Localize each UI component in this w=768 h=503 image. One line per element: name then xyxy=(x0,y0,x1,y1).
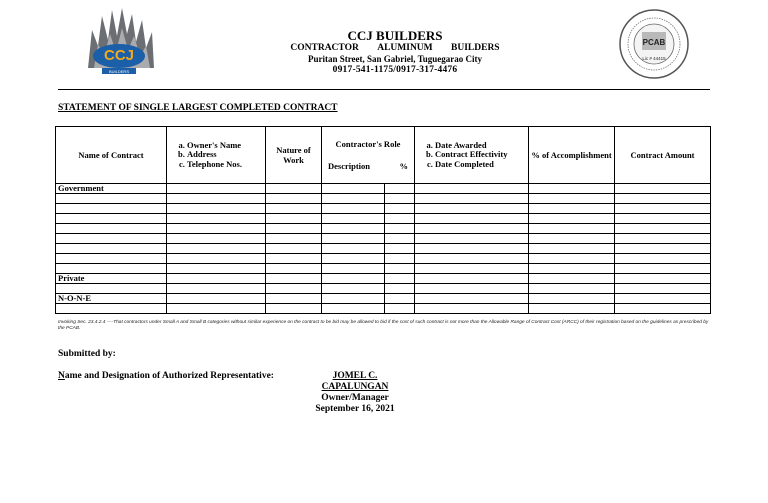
table-cell xyxy=(385,224,415,234)
table-cell xyxy=(167,284,266,294)
table-cell xyxy=(415,204,529,214)
table-cell xyxy=(615,214,711,224)
table-cell xyxy=(322,224,385,234)
row-label-cell xyxy=(56,204,167,214)
table-cell xyxy=(529,234,615,244)
col-accomplishment: % of Accomplishment xyxy=(529,127,615,184)
table-cell xyxy=(167,294,266,304)
table-cell xyxy=(529,284,615,294)
table-cell xyxy=(529,214,615,224)
table-cell xyxy=(529,204,615,214)
table-cell xyxy=(322,244,385,254)
role-description: Description xyxy=(328,161,371,171)
table-cell xyxy=(322,284,385,294)
table-cell xyxy=(615,264,711,274)
table-cell xyxy=(615,234,711,244)
representative-block xyxy=(300,371,410,415)
table-row xyxy=(56,224,711,234)
table-cell xyxy=(529,194,615,204)
table-cell xyxy=(322,274,385,284)
table-cell xyxy=(415,214,529,224)
table-cell xyxy=(529,264,615,274)
svg-text:CCJ: CCJ xyxy=(103,47,135,64)
col-owner: a. Owner's Name b. Address c. Telephone Nos. xyxy=(167,127,266,184)
svg-text:BUILDERS: BUILDERS xyxy=(108,69,130,74)
row-label-cell xyxy=(56,194,167,204)
table-cell xyxy=(385,264,415,274)
table-cell xyxy=(385,184,415,194)
table-cell xyxy=(322,234,385,244)
table-cell xyxy=(615,304,711,314)
table-row xyxy=(56,274,711,284)
table-cell xyxy=(415,274,529,284)
table-cell xyxy=(167,274,266,284)
table-cell xyxy=(322,194,385,204)
col-contract-amount: Contract Amount xyxy=(615,127,711,184)
table-cell xyxy=(385,304,415,314)
representative-label: Name and Designation of Authorized Representative: xyxy=(58,371,274,381)
table-cell xyxy=(167,184,266,194)
table-cell xyxy=(415,284,529,294)
table-cell xyxy=(529,244,615,254)
table-cell xyxy=(266,234,322,244)
table-row xyxy=(56,184,711,194)
table-cell xyxy=(415,254,529,264)
table-cell xyxy=(266,194,322,204)
table-cell xyxy=(266,294,322,304)
table-cell xyxy=(529,184,615,194)
table-cell xyxy=(266,264,322,274)
table-cell xyxy=(615,194,711,204)
svg-text:Lic # 44415: Lic # 44415 xyxy=(642,56,666,61)
table-cell xyxy=(385,244,415,254)
row-label-cell xyxy=(56,234,167,244)
table-cell xyxy=(322,294,385,304)
table-cell xyxy=(266,204,322,214)
table-row xyxy=(56,214,711,224)
company-phone: 0917-541-1175/0917-317-4476 xyxy=(332,65,458,75)
signature-date: September 16, 2021 xyxy=(315,404,395,414)
letterhead xyxy=(230,28,560,76)
table-cell xyxy=(415,234,529,244)
table-cell xyxy=(322,254,385,264)
table-row xyxy=(56,194,711,204)
table-cell xyxy=(167,254,266,264)
table-row xyxy=(56,284,711,294)
submitted-by-label: Submitted by: xyxy=(58,349,116,359)
table-cell xyxy=(529,254,615,264)
table-cell xyxy=(615,184,711,194)
company-logo xyxy=(80,6,158,78)
table-cell xyxy=(415,224,529,234)
table-cell xyxy=(415,264,529,274)
table-cell xyxy=(385,274,415,284)
table-cell xyxy=(266,254,322,264)
table-cell xyxy=(529,274,615,284)
table-cell xyxy=(615,284,711,294)
table-cell xyxy=(385,254,415,264)
company-tagline: CONTRACTOR ALUMINUM BUILDERS xyxy=(290,43,500,53)
table-row xyxy=(56,204,711,214)
row-label-cell: Private xyxy=(56,274,167,284)
table-row xyxy=(56,264,711,274)
contract-table xyxy=(55,126,711,314)
statement-title: STATEMENT OF SINGLE LARGEST COMPLETED CONTRACT xyxy=(58,103,338,113)
svg-text:PCAB: PCAB xyxy=(642,38,666,47)
table-cell xyxy=(615,274,711,284)
table-cell xyxy=(385,214,415,224)
table-cell xyxy=(266,224,322,234)
table-cell xyxy=(385,194,415,204)
table-cell xyxy=(266,304,322,314)
table-cell xyxy=(415,194,529,204)
table-cell xyxy=(385,204,415,214)
header-divider xyxy=(58,89,710,90)
table-cell xyxy=(322,304,385,314)
header-row xyxy=(56,127,711,184)
table-cell xyxy=(385,294,415,304)
row-label-cell xyxy=(56,284,167,294)
col-contractors-role: Contractor's Role Description % xyxy=(322,127,415,184)
table-cell xyxy=(415,184,529,194)
table-cell xyxy=(266,244,322,254)
table-cell xyxy=(615,204,711,214)
row-label-cell xyxy=(56,304,167,314)
table-cell xyxy=(167,194,266,204)
table-row xyxy=(56,244,711,254)
row-label-cell xyxy=(56,214,167,224)
table-cell xyxy=(529,304,615,314)
representative-name: JOMEL C. CAPALUNGAN xyxy=(321,371,389,392)
table-cell xyxy=(615,244,711,254)
footnote: Invoking Sec. 23.4.2.4 ----That contractors under Small A and Small B categories without similar experience on the contract to be bid may be allowed to bid if the cost of such contract is not more than the Allowable Range of Contract Cost (ARCC) of their registration based on the guidelines as prescribed by the PCAB. xyxy=(58,320,709,331)
table-cell xyxy=(167,304,266,314)
table-row xyxy=(56,234,711,244)
table-cell xyxy=(266,214,322,224)
table-cell xyxy=(529,224,615,234)
row-label-cell xyxy=(56,244,167,254)
table-row xyxy=(56,254,711,264)
row-label-cell: N-O-N-E xyxy=(56,294,167,304)
table-cell xyxy=(415,294,529,304)
table-row xyxy=(56,294,711,304)
company-address: Puritan Street, San Gabriel, Tuguegarao City xyxy=(307,54,483,64)
pcab-seal xyxy=(615,8,693,80)
role-percent: % xyxy=(399,161,409,171)
table-cell xyxy=(415,304,529,314)
table-cell xyxy=(167,214,266,224)
table-cell xyxy=(167,224,266,234)
col-nature-of-work: Nature of Work xyxy=(266,127,322,184)
table-cell xyxy=(266,284,322,294)
table-cell xyxy=(615,254,711,264)
row-label-cell: Government xyxy=(56,184,167,194)
table-cell xyxy=(615,224,711,234)
table-cell xyxy=(385,234,415,244)
row-label-cell xyxy=(56,224,167,234)
table-cell xyxy=(167,264,266,274)
representative-position: Owner/Manager xyxy=(321,393,389,403)
table-cell xyxy=(529,294,615,304)
table-cell xyxy=(322,184,385,194)
table-cell xyxy=(322,214,385,224)
table-cell xyxy=(266,274,322,284)
row-label-cell xyxy=(56,264,167,274)
table-cell xyxy=(322,204,385,214)
table-cell xyxy=(266,184,322,194)
table-cell xyxy=(385,284,415,294)
table-cell xyxy=(167,244,266,254)
company-name: CCJ BUILDERS xyxy=(347,28,443,43)
table-cell xyxy=(167,204,266,214)
col-name-of-contract: Name of Contract xyxy=(56,127,167,184)
table-row xyxy=(56,304,711,314)
table-cell xyxy=(322,264,385,274)
table-cell xyxy=(415,244,529,254)
row-label-cell xyxy=(56,254,167,264)
table-cell xyxy=(167,234,266,244)
table-cell xyxy=(615,294,711,304)
col-dates: a. Date Awarded b. Contract Effectivity c. Date Completed xyxy=(415,127,529,184)
